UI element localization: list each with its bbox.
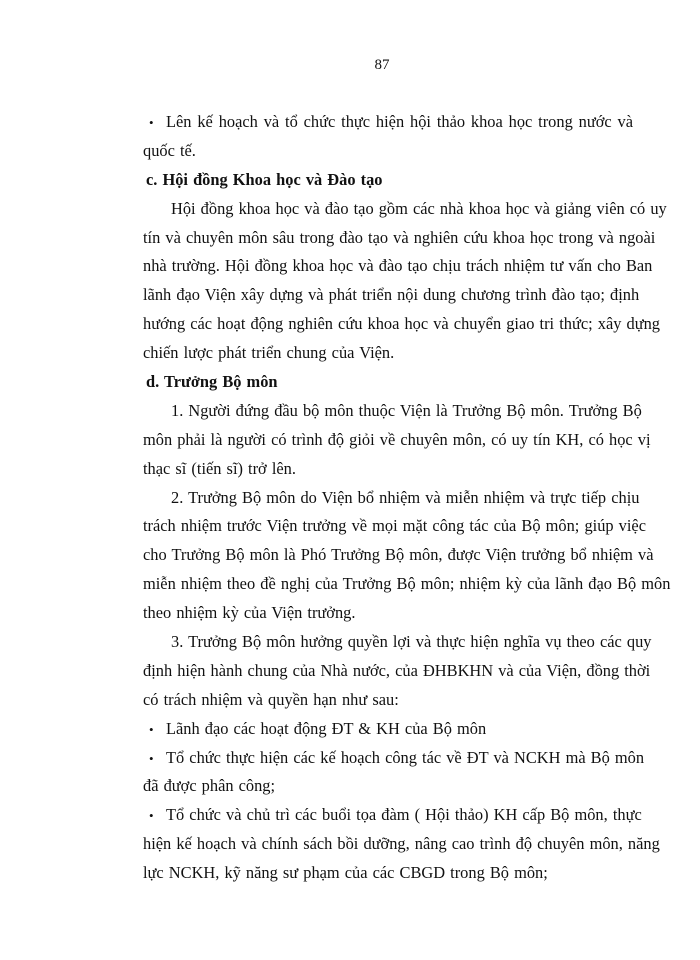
text-line: miễn nhiệm theo đề nghị của Trưởng Bộ môn; nhiệm kỳ của lãnh đạo Bộ môn [143,574,671,594]
page-number: 87 [374,57,390,73]
text-line: lực NCKH, kỹ năng sư phạm của các CBGD trong Bộ môn; [143,863,548,883]
text-line: có trách nhiệm và quyền hạn như sau: [143,689,399,709]
document-body [143,108,671,888]
text-line: chiến lược phát triển chung của Viện. [143,343,395,363]
text-line: môn phải là người có trình độ giỏi về chuyên môn, có uy tín KH, có học vị [143,429,651,449]
text-line: hiện kế hoạch và chính sách bồi dưỡng, nâng cao trình độ chuyên môn, năng [143,834,660,854]
text-line: Hội đồng khoa học và đào tạo gồm các nhà khoa học và giảng viên có uy [171,198,667,218]
text-line: nhà trường. Hội đồng khoa học và đào tạo chịu trách nhiệm tư vấn cho Ban [143,256,653,276]
text-line: trách nhiệm trước Viện trưởng về mọi mặt công tác của Bộ môn; giúp việc [143,516,646,536]
bullet-item: • Lên kế hoạch và tổ chức thực hiện hội thảo khoa học trong nước và [143,108,633,137]
text-line: theo nhiệm kỳ của Viện trưởng. [143,603,356,623]
text-line: thạc sĩ (tiến sĩ) trở lên. [143,458,296,478]
text-line: quốc tế. [143,140,196,160]
text-line: lãnh đạo Viện xây dựng và phát triển nội dung chương trình đào tạo; định [143,285,640,305]
text-line: 2. Trưởng Bộ môn do Viện bổ nhiệm và miễn nhiệm và trực tiếp chịu [171,487,640,507]
text-line: 3. Trưởng Bộ môn hưởng quyền lợi và thực hiện nghĩa vụ theo các quy [171,632,652,652]
section-heading: c. Hội đồng Khoa học và Đào tạo [146,169,383,189]
text-line: hướng các hoạt động nghiên cứu khoa học và chuyển giao tri thức; xây dựng [143,314,661,334]
bullet-item: • Lãnh đạo các hoạt động ĐT & KH của Bộ môn [143,715,633,744]
text-line: 1. Người đứng đầu bộ môn thuộc Viện là Trưởng Bộ môn. Trưởng Bộ [171,400,642,420]
text-line: cho Trưởng Bộ môn là Phó Trưởng Bộ môn, được Viện trưởng bổ nhiệm và [143,545,654,565]
text-line: tín và chuyên môn sâu trong đào tạo và nghiên cứu khoa học trong và ngoài [143,227,656,247]
bullet-item: • Tổ chức thực hiện các kế hoạch công tác về ĐT và NCKH mà Bộ môn [143,744,633,773]
section-heading: d. Trưởng Bộ môn [146,372,278,392]
text-line: đã được phân công; [143,776,276,796]
text-line: định hiện hành chung của Nhà nước, của ĐHBKHN và của Viện, đồng thời [143,660,651,680]
bullet-item: • Tổ chức và chủ trì các buổi tọa đàm ( Hội thảo) KH cấp Bộ môn, thực [143,801,633,830]
